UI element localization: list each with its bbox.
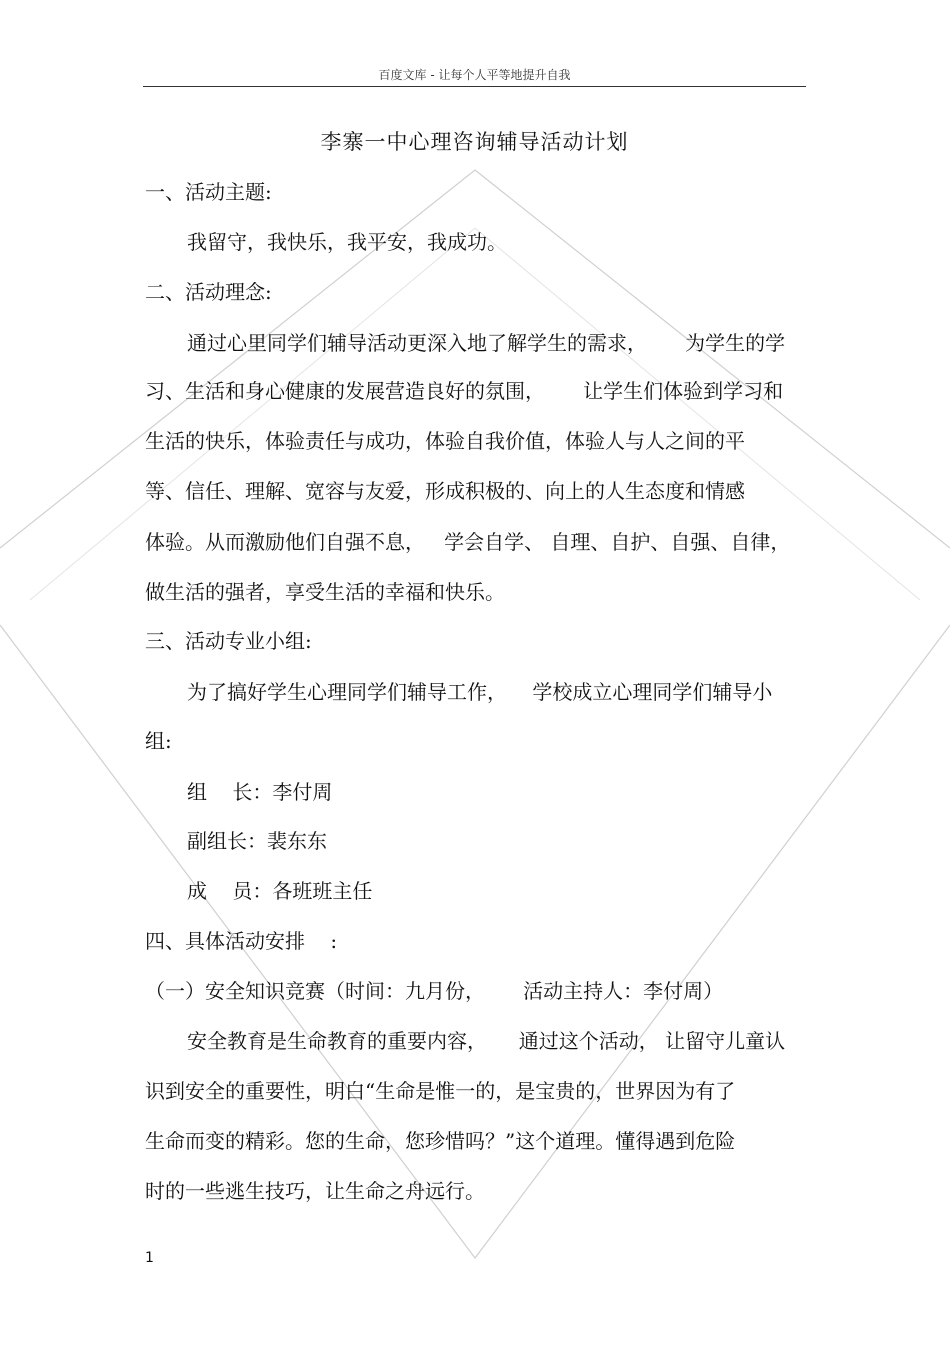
paragraph-line: 时的一些逃生技巧，让生命之舟远行。 bbox=[145, 1179, 485, 1203]
paragraph-line: 习、生活和身心健康的发展营造良好的氛围， 让学生们体验到学习和 bbox=[145, 379, 784, 403]
paragraph-line: 识到安全的重要性，明白“生命是惟一的，是宝贵的，世界因为有了 bbox=[145, 1079, 736, 1103]
paragraph-line: 体验。从而激励他们自强不息， 学会自学、 自理、自护、自强、自律， bbox=[145, 530, 791, 554]
member-line: 组 长：李付周 bbox=[187, 780, 333, 804]
header-divider bbox=[143, 86, 806, 87]
member-line: 成 员：各班班主任 bbox=[187, 879, 373, 903]
paragraph-line: 通过心里同学们辅导活动更深入地了解学生的需求， 为学生的学 bbox=[187, 331, 786, 355]
paragraph-line: 等、信任、理解、宽容与友爱，形成积极的、向上的人生态度和情感 bbox=[145, 479, 745, 503]
section-heading: 四、具体活动安排 : bbox=[145, 929, 338, 953]
section-heading: 一、活动主题: bbox=[145, 180, 272, 204]
paragraph-line: 做生活的强者，享受生活的幸福和快乐。 bbox=[145, 580, 505, 604]
paragraph-line: 生命而变的精彩。您的生命，您珍惜吗？”这个道理。懂得遇到危险 bbox=[145, 1129, 736, 1153]
section-heading: 二、活动理念: bbox=[145, 280, 272, 304]
page-number: 1 bbox=[145, 1250, 154, 1266]
page-header: 百度文库 - 让每个人平等地提升自我 bbox=[378, 68, 571, 82]
document-title: 李寨一中心理咨询辅导活动计划 bbox=[320, 130, 629, 154]
paragraph-line: 我留守，我快乐，我平安，我成功。 bbox=[187, 230, 507, 254]
paragraph-line: 组: bbox=[145, 729, 172, 753]
paragraph-line: 为了搞好学生心理同学们辅导工作， 学校成立心理同学们辅导小 bbox=[187, 680, 773, 704]
member-line: 副组长：裴东东 bbox=[187, 829, 327, 853]
subsection-heading: （一）安全知识竞赛（时间：九月份， 活动主持人：李付周） bbox=[145, 979, 724, 1003]
paragraph-line: 安全教育是生命教育的重要内容， 通过这个活动， 让留守儿童认 bbox=[187, 1029, 786, 1053]
section-heading: 三、活动专业小组: bbox=[145, 629, 312, 653]
paragraph-line: 生活的快乐，体验责任与成功，体验自我价值，体验人与人之间的平 bbox=[145, 429, 745, 453]
